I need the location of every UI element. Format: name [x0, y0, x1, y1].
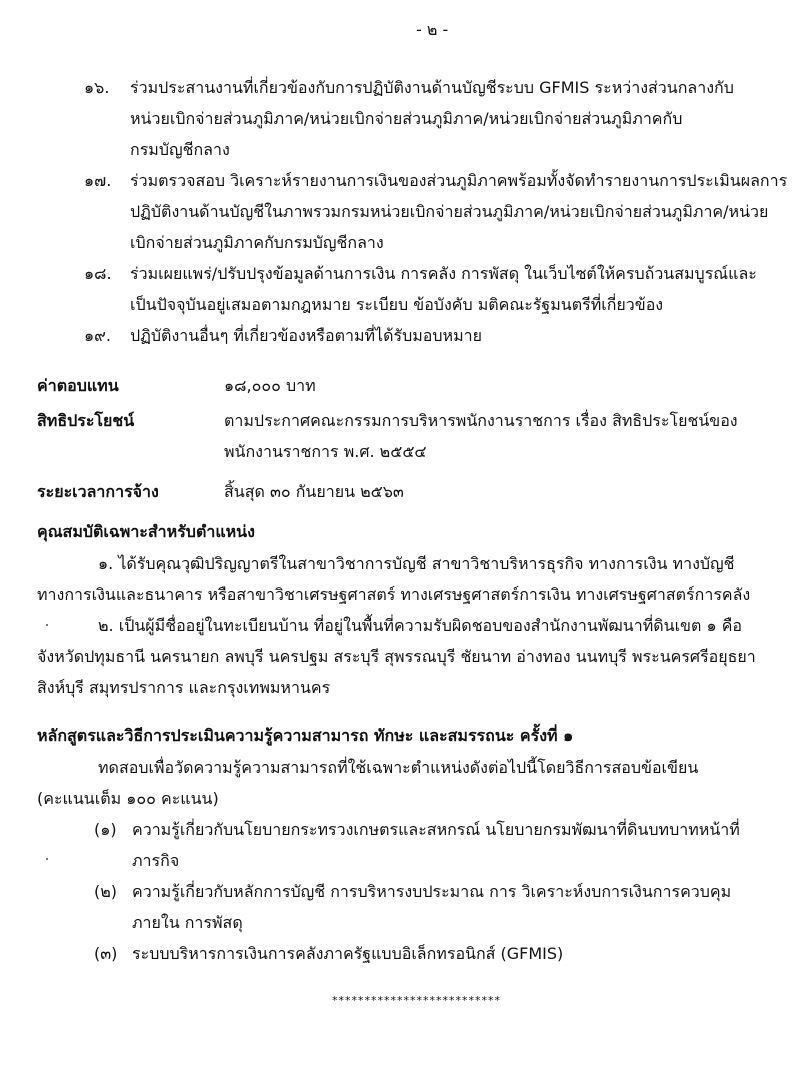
assessment-intro-line: (คะแนนเต็ม ๑๐๐ คะแนน) — [37, 789, 219, 808]
duty-text-line: ร่วมประสานงานที่เกี่ยวข้องกับการปฏิบัติงานด้านบัญชีระบบ GFMIS ระหว่างส่วนกลางกับ — [130, 78, 734, 97]
assessment-item-number: (๓) — [94, 944, 118, 963]
duty-number: ๑๖. — [84, 78, 110, 97]
assessment-item-line: ความรู้เกี่ยวกับหลักการบัญชี การบริหารงบประมาณ การ วิเคราะห์งบการเงินการควบคุม — [132, 882, 732, 901]
duty-number: ๑๙. — [84, 326, 111, 345]
qualifications-heading: คุณสมบัติเฉพาะสำหรับตำแหน่ง — [37, 522, 255, 541]
qualification-line: สิงห์บุรี สมุทรปราการ และกรุงเทพมหานคร — [37, 678, 331, 697]
duty-text-line: หน่วยเบิกจ่ายส่วนภูมิภาค/หน่วยเบิกจ่ายส่วนภูมิภาค/หน่วยเบิกจ่ายส่วนภูมิภาคกับ — [130, 109, 683, 128]
duty-text-line: ปฏิบัติงานอื่นๆ ที่เกี่ยวข้องหรือตามที่ได้รับมอบหมาย — [130, 326, 482, 345]
qualification-line: ๑. ได้รับคุณวุฒิปริญญาตรีในสาขาวิชาการบัญชี สาขาวิชาบริหารธุรกิจ ทางการเงิน ทางบัญชี — [98, 554, 735, 573]
assessment-item-number: (๒) — [94, 882, 118, 901]
duty-text-line: ปฏิบัติงานด้านบัญชีในภาพรวมกรมหน่วยเบิกจ่ายส่วนภูมิภาค/หน่วยเบิกจ่ายส่วนภูมิภาค/หน่วย — [130, 202, 769, 221]
benefits-text-line: ตามประกาศคณะกรรมการบริหารพนักงานราชการ เรื่อง สิทธิประโยชน์ของ — [224, 411, 738, 430]
scan-speck — [46, 624, 48, 626]
compensation-value: ๑๘,๐๐๐ บาท — [224, 376, 316, 395]
employment-period-value: สิ้นสุด ๓๐ กันยายน ๒๕๖๓ — [224, 482, 404, 501]
employment-period-label: ระยะเวลาการจ้าง — [37, 482, 159, 501]
end-marker: ************************** — [332, 994, 501, 1007]
duty-text-line: ร่วมเผยแพร่/ปรับปรุงข้อมูลด้านการเงิน การคลัง การพัสดุ ในเว็บไซต์ให้ครบถ้วนสมบูรณ์และ — [130, 264, 757, 283]
page-number: - ๒ - — [416, 20, 449, 39]
benefits-label: สิทธิประโยชน์ — [37, 411, 135, 430]
assessment-item-line: ภายใน การพัสดุ — [132, 913, 243, 932]
duty-number: ๑๘. — [84, 264, 112, 283]
duty-number: ๑๗. — [84, 171, 112, 190]
duty-text-line: กรมบัญชีกลาง — [130, 140, 230, 159]
assessment-item-line: ระบบบริหารการเงินการคลังภาครัฐแบบอิเล็กทรอนิกส์ (GFMIS) — [132, 944, 564, 963]
qualification-line: ทางการเงินและธนาคาร หรือสาขาวิชาเศรษฐศาสตร์ ทางเศรษฐศาสตร์การเงิน ทางเศรษฐศาสตร์การคลัง — [37, 585, 751, 604]
assessment-intro-line: ทดสอบเพื่อวัดความรู้ความสามารถที่ใช้เฉพาะตำแหน่งดังต่อไปนี้โดยวิธีการสอบข้อเขียน — [98, 758, 699, 777]
duty-text-line: ร่วมตรวจสอบ วิเคราะห์รายงานการเงินของส่วนภูมิภาคพร้อมทั้งจัดทำรายงานการประเมินผลการ — [130, 171, 788, 190]
duty-text-line: เป็นปัจจุบันอยู่เสมอตามกฎหมาย ระเบียบ ข้อบังคับ มติคณะรัฐมนตรีที่เกี่ยวข้อง — [130, 295, 664, 314]
compensation-label: ค่าตอบแทน — [37, 376, 119, 395]
benefits-text-line: พนักงานราชการ พ.ศ. ๒๕๕๔ — [224, 442, 427, 461]
qualification-line: ๒. เป็นผู้มีชื่ออยู่ในทะเบียนบ้าน ที่อยู่ในพื้นที่ความรับผิดชอบของสำนักงานพัฒนาที่ดินเขต ๑ คือ — [98, 616, 743, 635]
scan-speck — [46, 858, 48, 860]
assessment-item-line: ความรู้เกี่ยวกับนโยบายกระทรวงเกษตรและสหกรณ์ นโยบายกรมพัฒนาที่ดินบทบาทหน้าที่ — [132, 820, 740, 839]
assessment-item-number: (๑) — [94, 820, 117, 839]
assessment-heading: หลักสูตรและวิธีการประเมินความรู้ความสามารถ ทักษะ และสมรรถนะ ครั้งที่ ๑ — [37, 726, 574, 745]
duty-text-line: เบิกจ่ายส่วนภูมิภาคกับกรมบัญชีกลาง — [130, 233, 384, 252]
qualification-line: จังหวัดปทุมธานี นครนายก ลพบุรี นครปฐม สระบุรี สุพรรณบุรี ชัยนาท อ่างทอง นนทบุรี พระนครศรีอยุธยา — [37, 647, 756, 666]
assessment-item-line: ภารกิจ — [132, 851, 180, 870]
